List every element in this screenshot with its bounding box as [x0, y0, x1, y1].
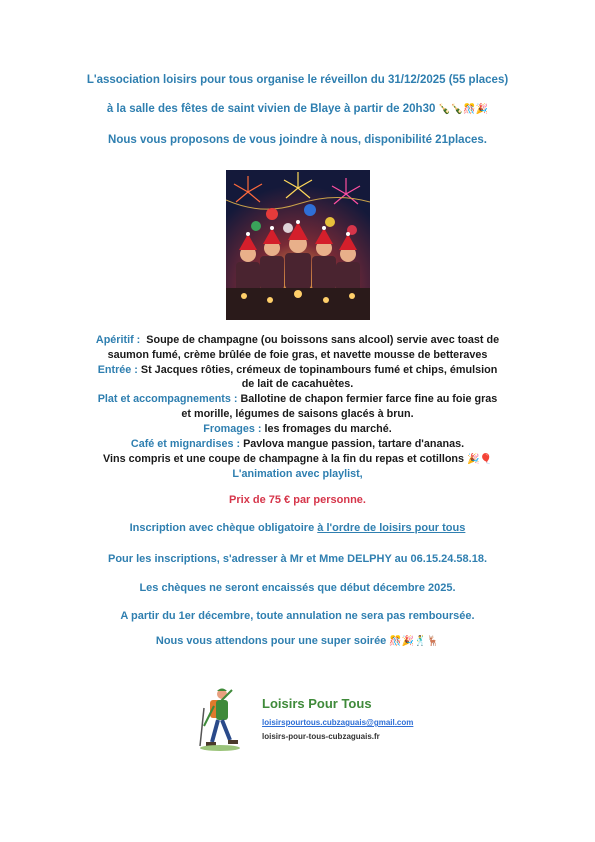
aperitif-line-2: saumon fumé, crème brûlée de foie gras, et navette mousse de betteraves — [107, 349, 488, 361]
fromages-line — [0, 422, 595, 438]
hiker-logo-icon — [196, 686, 244, 752]
aperitif-line-1 — [0, 333, 595, 349]
heading-line-2 — [0, 103, 595, 115]
contact-line: Pour les inscriptions, s'adresser à Mr et Mme DELPHY au 06.15.24.58.18. — [107, 553, 488, 565]
fromages-text: les fromages du marché. — [264, 423, 392, 435]
cafe-label: Café et mignardises : — [130, 438, 241, 450]
closing-text: Nous vous attendons pour une super soirée — [155, 635, 387, 647]
aperitif-label: Apéritif : — [95, 334, 141, 346]
closing-line — [0, 635, 595, 647]
logo-website: loisirs-pour-tous-cubzaguais.fr — [262, 732, 380, 741]
heading-line-1: L'association loisirs pour tous organise le réveillon du 31/12/2025 (55 places) — [86, 74, 509, 86]
inscription-line — [0, 522, 595, 534]
animation-line: L'animation avec playlist, — [232, 468, 363, 480]
logo-title: Loisirs Pour Tous — [262, 696, 372, 711]
cheques-line: Les chèques ne seront encaissés que début décembre 2025. — [139, 582, 456, 594]
champagne-emoji: 🍾🍾🎊🎉 — [438, 104, 489, 115]
heading-line-2-text: à la salle des fêtes de saint vivien de Blaye à partir de 20h30 — [106, 103, 436, 115]
logo-email-link[interactable]: loisirspourtous.cubzaguais@gmail.com — [262, 718, 414, 727]
celebration-emoji: 🎊🎉🕺🦌 — [389, 636, 440, 647]
fromages-label: Fromages : — [203, 423, 262, 435]
inscription-order-link[interactable]: à l'ordre de loisirs pour tous — [317, 522, 466, 534]
plat-line-2: et morille, légumes de saisons glacés à brun. — [181, 408, 414, 420]
vins-text: Vins compris et une coupe de champagne à la fin du repas et cotillons — [103, 453, 465, 465]
party-photo — [226, 170, 370, 320]
cafe-line — [0, 437, 595, 453]
plat-label: Plat et accompagnements : — [97, 393, 238, 405]
entree-line-2: de lait de cacahuètes. — [241, 378, 354, 390]
party-emoji: 🎉🎈 — [467, 454, 492, 465]
entree-label: Entrée : — [97, 364, 138, 376]
heading-line-3: Nous vous proposons de vous joindre à nous, disponibilité 21places. — [108, 134, 487, 146]
inscription-text: Inscription avec chèque obligatoire — [129, 522, 315, 534]
vins-line — [0, 452, 595, 468]
plat-line-1 — [0, 392, 595, 408]
cafe-text: Pavlova mangue passion, tartare d'ananas. — [243, 438, 465, 450]
plat-text: Ballotine de chapon fermier farce fine au foie gras — [240, 393, 498, 405]
entree-text: St Jacques rôties, crémeux de topinambours fumé et chips, émulsion — [140, 364, 498, 376]
price-line: Prix de 75 € par personne. — [229, 494, 366, 506]
annulation-line: A partir du 1er décembre, toute annulation ne sera pas remboursée. — [120, 610, 475, 622]
aperitif-text: Soupe de champagne (ou boissons sans alcool) servie avec toast de — [146, 334, 500, 346]
